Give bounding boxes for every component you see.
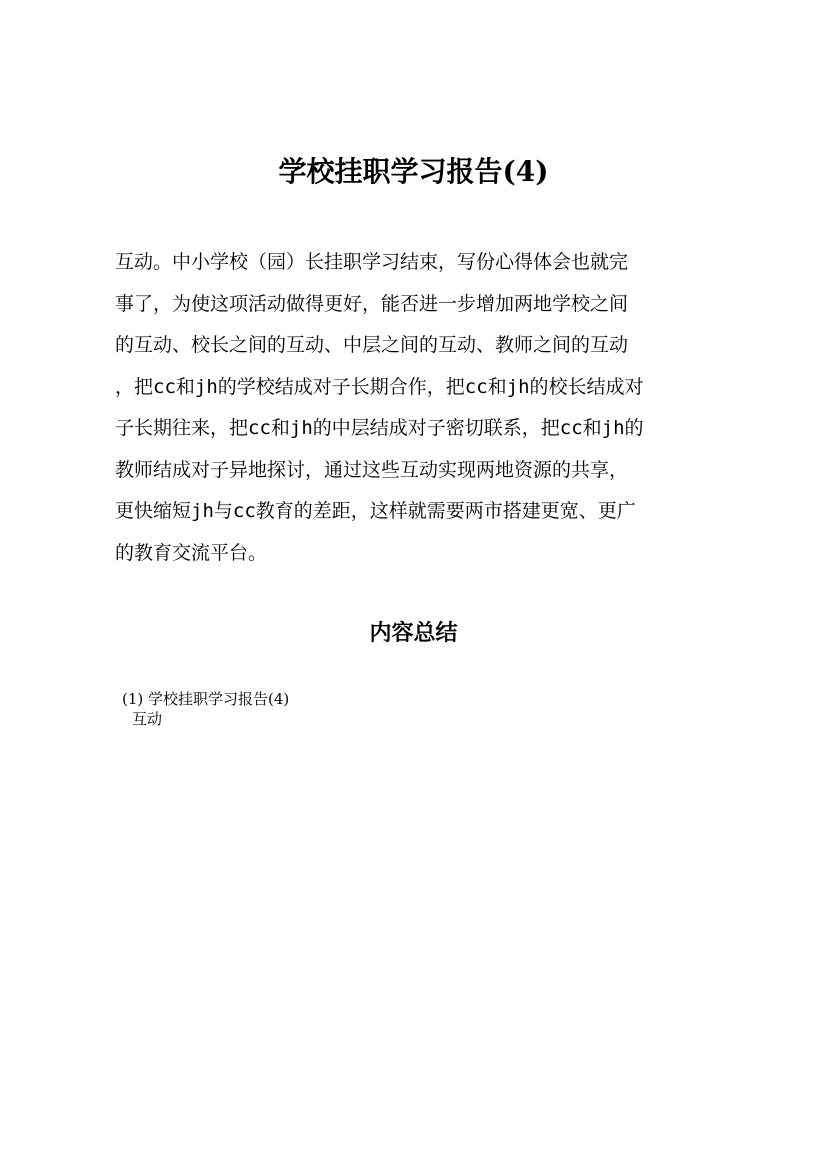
body-line: 子长期往来，把cc和jh的中层结成对子密切联系，把cc和jh的 — [115, 417, 644, 439]
body-paragraph — [115, 242, 715, 574]
body-line: 更快缩短jh与cc教育的差距，这样就需要两市搭建更宽、更广 — [115, 500, 636, 522]
summary-item — [122, 689, 289, 729]
document-title: 学校挂职学习报告(4) — [278, 155, 549, 188]
body-line: ，把cc和jh的学校结成对子长期合作，把cc和jh的校长结成对 — [115, 375, 644, 398]
summary-list — [122, 689, 289, 729]
body-line: 教师结成对子异地探讨，通过这些互动实现两地资源的共享， — [115, 458, 629, 481]
body-line: 的教育交流平台。 — [115, 541, 268, 564]
summary-heading: 内容总结 — [369, 621, 458, 646]
summary-item-body: 互动 — [132, 710, 163, 728]
summary-item-title: (1) 学校挂职学习报告(4) — [122, 690, 290, 708]
body-line: 互动。中小学校（园）长挂职学习结束，写份心得体会也就完 — [115, 251, 629, 273]
body-line: 的互动、校长之间的互动、中层之间的互动、教师之间的互动 — [115, 334, 629, 356]
body-line: 事了，为使这项活动做得更好，能否进一步增加两地学校之间 — [115, 292, 629, 315]
